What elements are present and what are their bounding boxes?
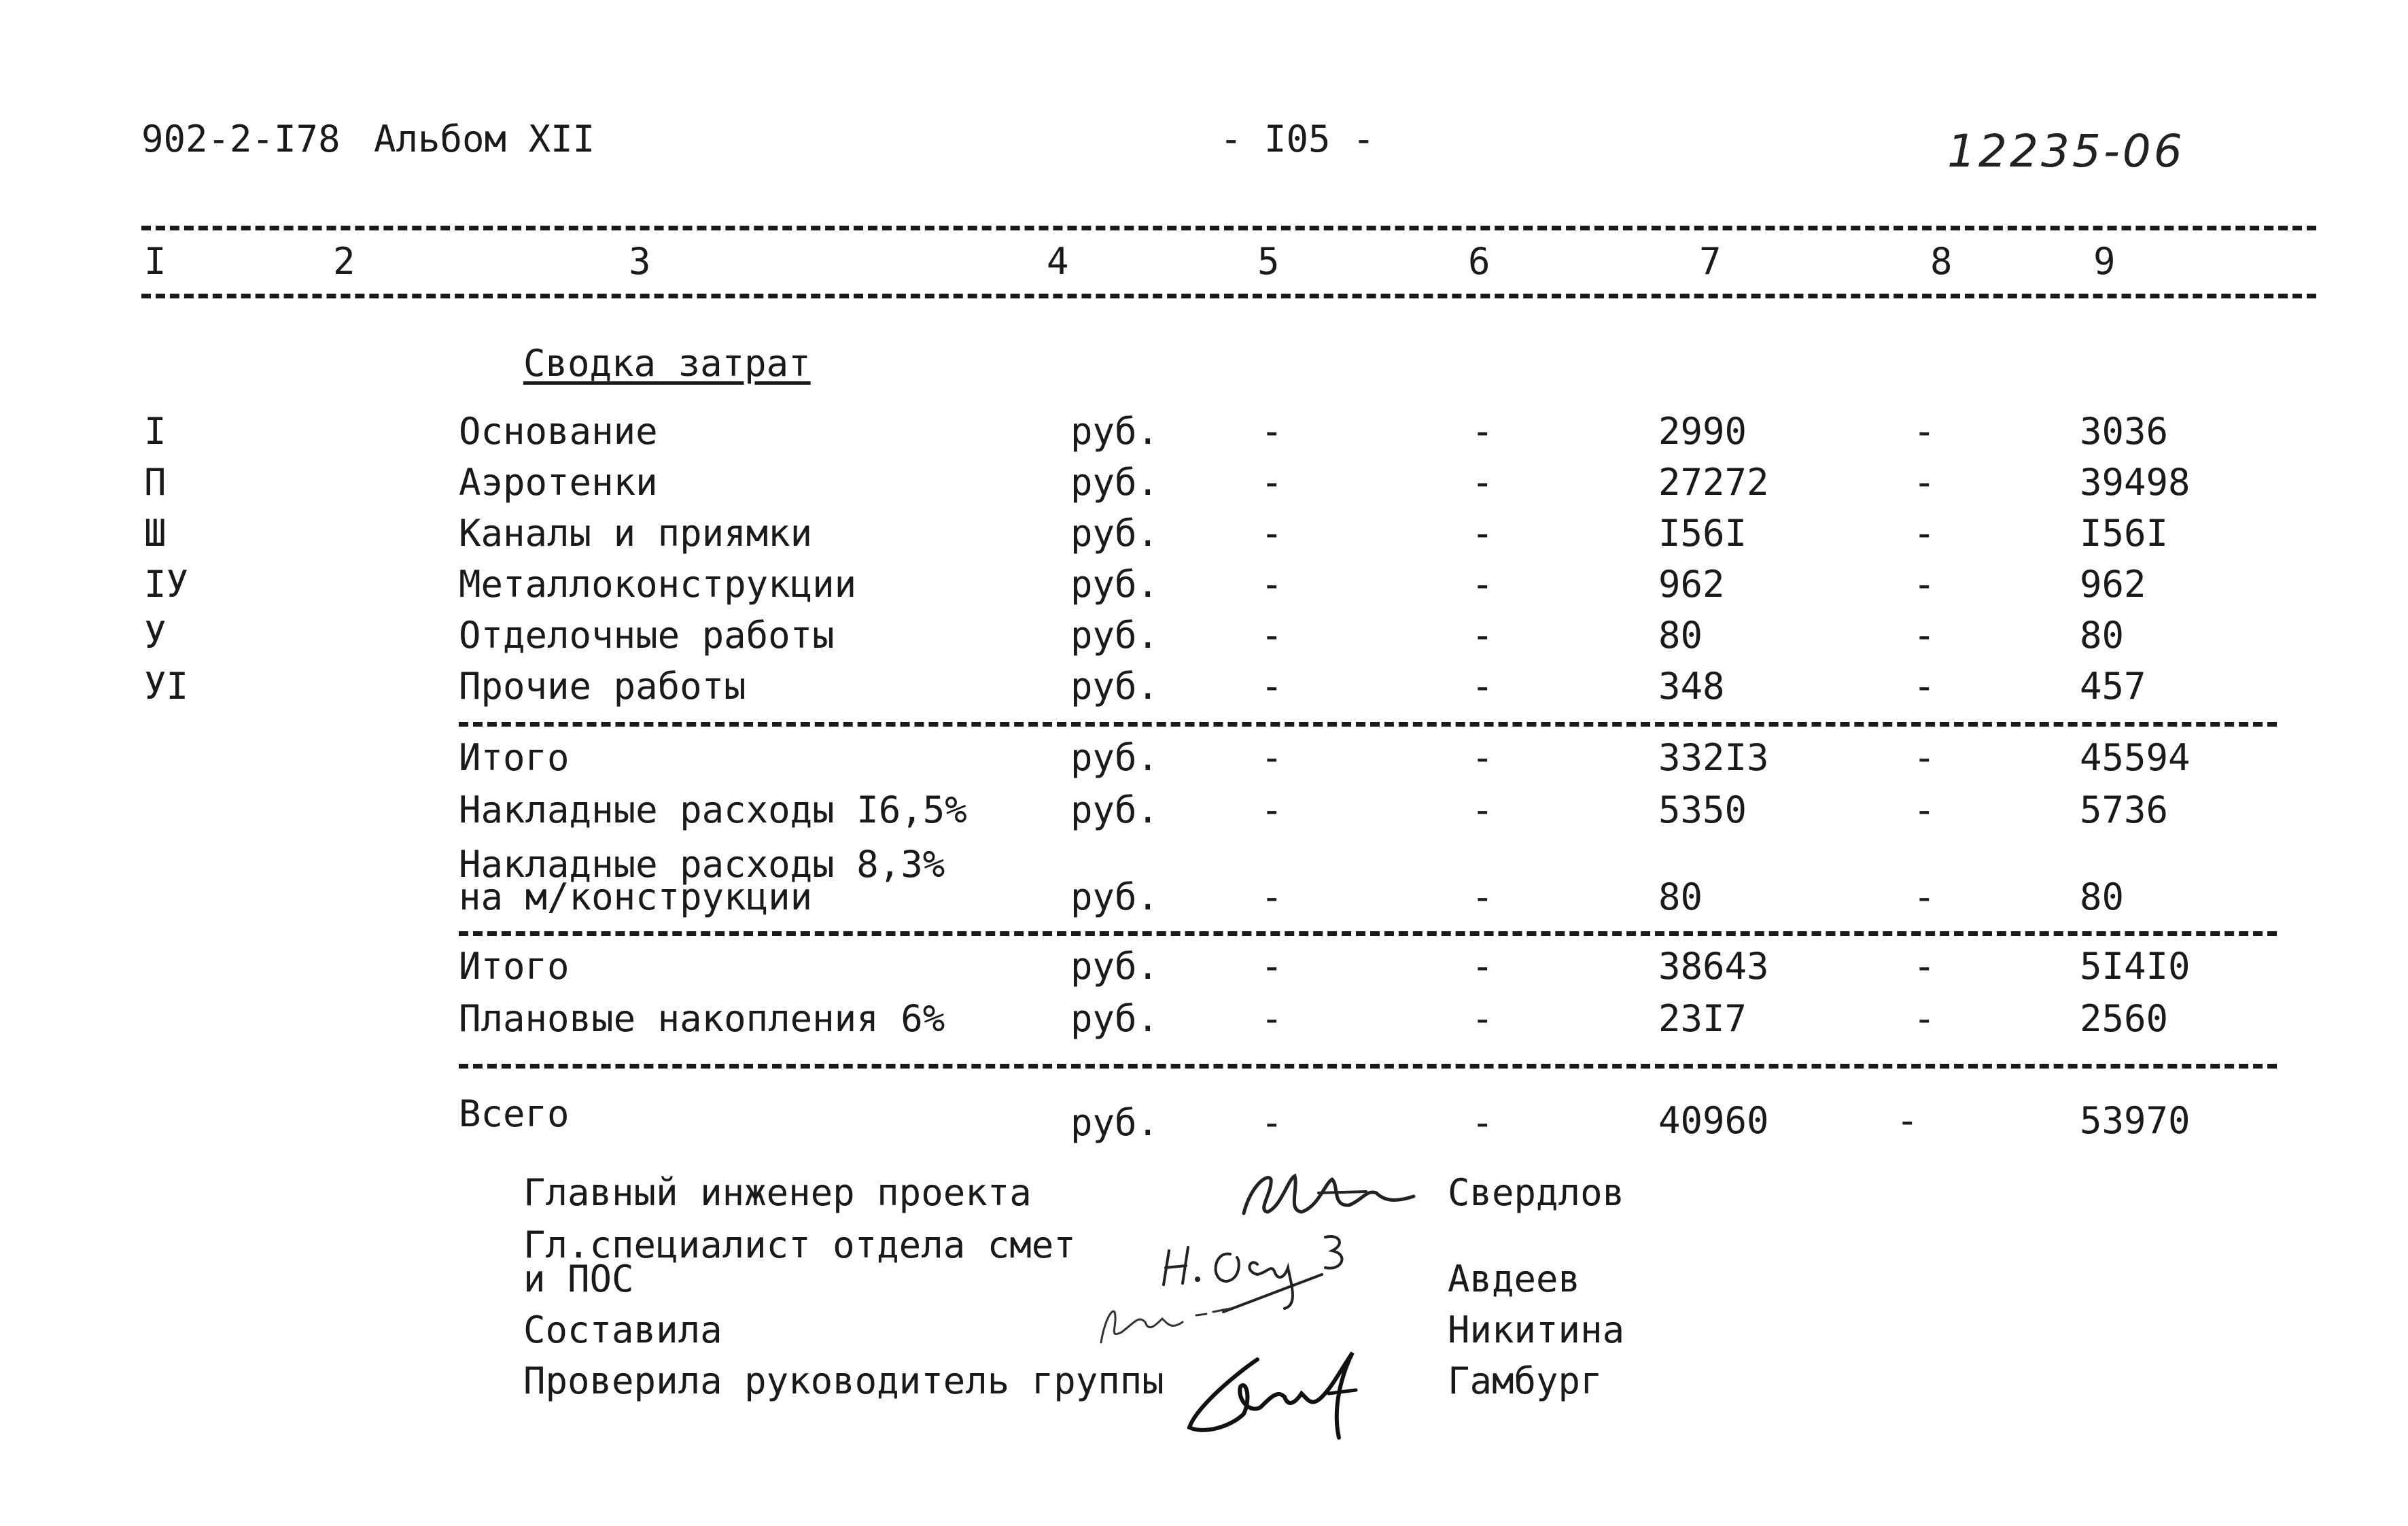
row-unit: руб. [1070, 665, 1159, 708]
row-col7: 2990 [1658, 410, 1747, 453]
row-col9: 80 [2080, 875, 2125, 918]
subtotal-rule-1 [459, 722, 2277, 727]
col-num-5: 5 [1257, 240, 1280, 283]
row-col7: 40960 [1658, 1099, 1769, 1142]
signatory-role-line2: и ПОС [523, 1258, 634, 1300]
row-col6: - [1471, 736, 1494, 779]
row-col7: 38643 [1658, 945, 1769, 988]
signatory-role: Проверила руководитель группы [523, 1359, 1164, 1402]
row-col9: 5I4I0 [2080, 945, 2191, 988]
row-col6: - [1471, 410, 1494, 453]
row-name-line2: на м/конструкции [459, 875, 813, 918]
row-name: Итого [459, 736, 570, 779]
row-col6: - [1471, 945, 1494, 988]
row-col5: - [1261, 788, 1283, 831]
row-col5: - [1261, 512, 1283, 555]
row-name-line1: Накладные расходы 8,3% [459, 843, 945, 886]
row-col9: 5736 [2080, 788, 2169, 831]
row-col9: 457 [2080, 665, 2146, 708]
row-unit: руб. [1070, 945, 1159, 988]
row-name: Основание [459, 410, 658, 453]
header-top-rule [141, 226, 2316, 230]
row-col8: - [1913, 997, 1936, 1040]
section-title: Сводка затрат [523, 342, 811, 385]
row-col7: 80 [1658, 875, 1703, 918]
row-col5: - [1261, 563, 1283, 606]
col-num-8: 8 [1930, 240, 1953, 283]
row-col9: 962 [2080, 563, 2146, 606]
signatory-name: Гамбург [1448, 1359, 1603, 1402]
signatory-name: Авдеев [1448, 1258, 1581, 1300]
row-name: Аэротенки [459, 461, 658, 504]
row-col7: 27272 [1658, 461, 1769, 504]
total-rule [459, 1064, 2277, 1069]
row-unit: руб. [1070, 1101, 1159, 1144]
row-col5: - [1261, 665, 1283, 708]
row-col7: 962 [1658, 563, 1725, 606]
row-number: УI [144, 665, 189, 708]
col-num-9: 9 [2093, 240, 2116, 283]
signatory-role-line1: Гл.специалист отдела смет [523, 1224, 1076, 1266]
row-col5: - [1261, 997, 1283, 1040]
signature-gamburg-icon [1176, 1332, 1393, 1448]
row-col8: - [1913, 736, 1936, 779]
row-col8: - [1913, 614, 1936, 657]
row-name: Каналы и приямки [459, 512, 813, 555]
col-num-7: 7 [1699, 240, 1722, 283]
row-col6: - [1471, 788, 1494, 831]
row-number: П [144, 461, 167, 504]
row-name: Всего [459, 1092, 570, 1135]
row-number: Ш [144, 512, 167, 555]
row-unit: руб. [1070, 997, 1159, 1040]
subtotal-rule-2 [459, 931, 2277, 936]
row-col5: - [1261, 614, 1283, 657]
row-unit: руб. [1070, 410, 1159, 453]
row-col6: - [1471, 614, 1494, 657]
row-unit: руб. [1070, 788, 1159, 831]
signatory-role: Главный инженер проекта [523, 1171, 1032, 1214]
row-col9: 53970 [2080, 1099, 2191, 1142]
row-col6: - [1471, 512, 1494, 555]
row-col7: 348 [1658, 665, 1725, 708]
row-name: Итого [459, 945, 570, 988]
row-col6: - [1471, 875, 1494, 918]
row-col9: 45594 [2080, 736, 2191, 779]
row-col6: - [1471, 997, 1494, 1040]
row-col8: - [1913, 410, 1936, 453]
row-col8: - [1896, 1099, 1919, 1142]
row-col6: - [1471, 563, 1494, 606]
row-col6: - [1471, 665, 1494, 708]
row-name: Накладные расходы I6,5% [459, 788, 967, 831]
signatory-name: Никитина [1448, 1308, 1625, 1351]
col-num-2: 2 [333, 240, 355, 283]
row-col5: - [1261, 410, 1283, 453]
row-name: Металлоконструкции [459, 563, 857, 606]
row-col5: - [1261, 461, 1283, 504]
row-col8: - [1913, 945, 1936, 988]
row-col5: - [1261, 875, 1283, 918]
row-name: Отделочные работы [459, 614, 835, 657]
row-col8: - [1913, 665, 1936, 708]
row-col9: 3036 [2080, 410, 2169, 453]
row-unit: руб. [1070, 736, 1159, 779]
row-name: Прочие работы [459, 665, 746, 708]
col-num-6: 6 [1468, 240, 1490, 283]
row-col6: - [1471, 1101, 1494, 1144]
row-number: У [144, 614, 167, 657]
row-unit: руб. [1070, 512, 1159, 555]
signatory-role: Составила [523, 1308, 722, 1351]
row-col7: 5350 [1658, 788, 1747, 831]
row-col5: - [1261, 945, 1283, 988]
row-col9: 2560 [2080, 997, 2169, 1040]
row-unit: руб. [1070, 563, 1159, 606]
row-col8: - [1913, 563, 1936, 606]
row-unit: руб. [1070, 461, 1159, 504]
header-bottom-rule [141, 294, 2316, 298]
row-col6: - [1471, 461, 1494, 504]
row-unit: руб. [1070, 614, 1159, 657]
doc-code: 902-2-I78 [141, 118, 341, 160]
archive-number: 12235-06 [1947, 125, 2185, 177]
row-col5: - [1261, 736, 1283, 779]
signature-sverdlov-icon [1230, 1152, 1434, 1234]
row-col5: - [1261, 1101, 1283, 1144]
album-label: Альбом XII [374, 118, 595, 160]
row-col9: I56I [2080, 512, 2169, 555]
row-col7: 80 [1658, 614, 1703, 657]
col-num-3: 3 [629, 240, 651, 283]
row-col7: 332I3 [1658, 736, 1769, 779]
row-col9: 80 [2080, 614, 2125, 657]
row-col8: - [1913, 875, 1936, 918]
col-num-1: I [144, 240, 167, 283]
row-unit: руб. [1070, 875, 1159, 918]
page-number: - I05 - [1220, 118, 1375, 160]
row-number: I [144, 410, 167, 453]
row-col9: 39498 [2080, 461, 2191, 504]
row-name: Плановые накопления 6% [459, 997, 945, 1040]
col-num-4: 4 [1047, 240, 1069, 283]
row-col8: - [1913, 512, 1936, 555]
row-col7: 23I7 [1658, 997, 1747, 1040]
row-col8: - [1913, 461, 1936, 504]
row-col7: I56I [1658, 512, 1747, 555]
signatory-name: Свердлов [1448, 1171, 1625, 1214]
row-number: IУ [144, 563, 189, 606]
row-col8: - [1913, 788, 1936, 831]
